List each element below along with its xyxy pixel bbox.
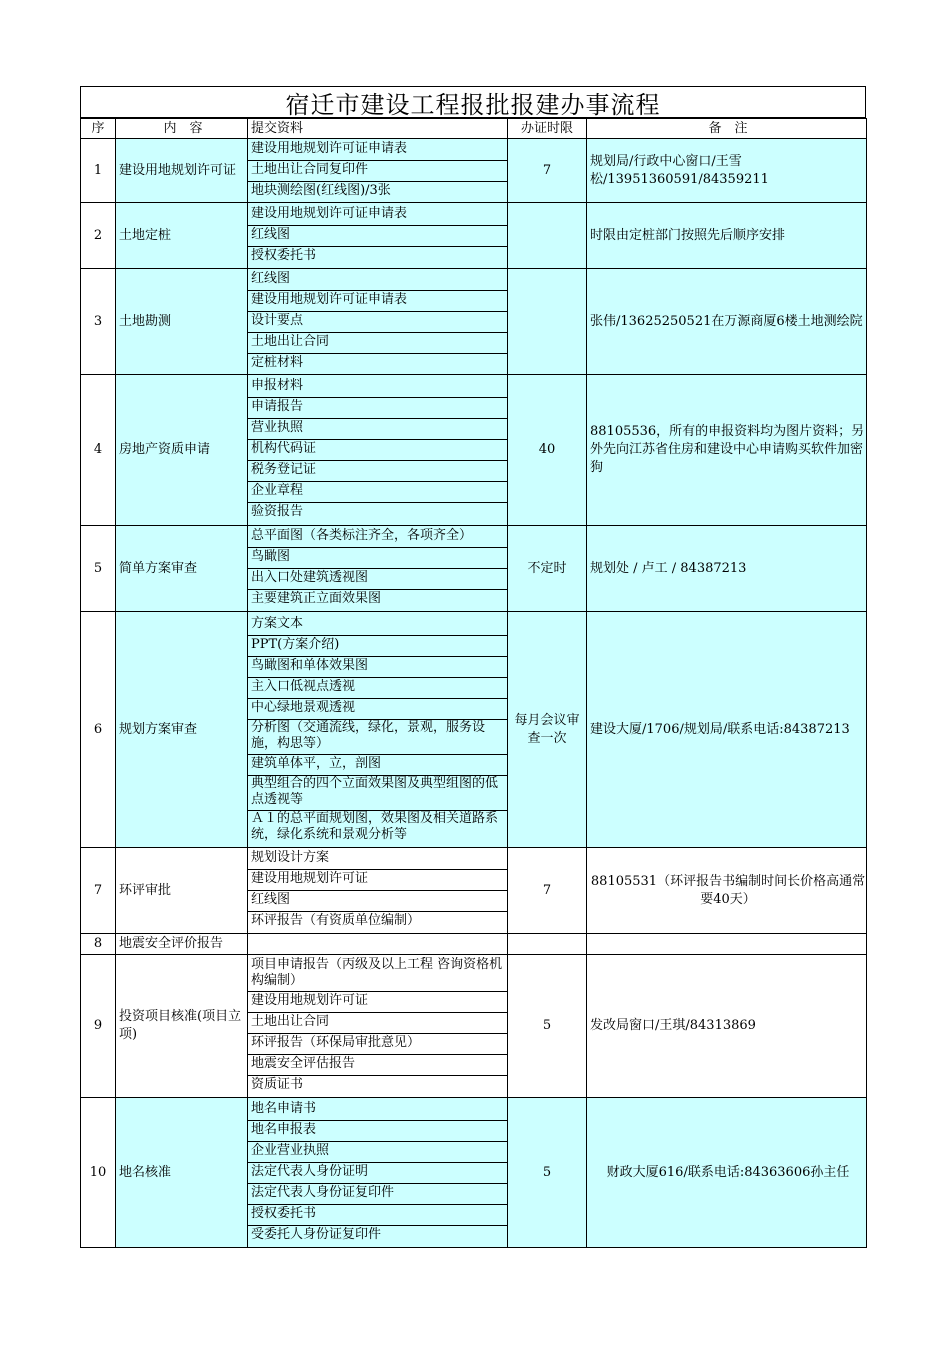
- material-item: Ａ１的总平面规划图，效果图及相关道路系统，绿化系统和景观分析等: [251, 810, 499, 842]
- table-row: [81, 612, 867, 848]
- material-item: 营业执照: [248, 419, 507, 440]
- row-seq: 5: [81, 526, 116, 612]
- row-time-limit: 5: [508, 955, 587, 1098]
- row-seq: 9: [81, 955, 116, 1098]
- materials-list: [248, 140, 507, 202]
- material-item: 定桩材料: [251, 354, 304, 370]
- row-content: 房地产资质申请: [116, 375, 248, 526]
- spreadsheet: [80, 86, 866, 1248]
- material-item: 典型组合的四个立面效果图及典型组图的低点透视等: [248, 776, 507, 811]
- table-row: [81, 269, 867, 375]
- material-item: 分析图（交通流线，绿化，景观，服务设施，构思等）: [248, 720, 507, 755]
- material-item: 地名申报表: [248, 1121, 507, 1142]
- header-time: 办证时限: [508, 119, 587, 139]
- material-item: 出入口处建筑透视图: [248, 569, 507, 590]
- header-seq: 序: [81, 119, 116, 139]
- table-row: [81, 526, 867, 612]
- row-materials: [248, 848, 508, 934]
- table-row: [81, 139, 867, 203]
- row-content: 土地勘测: [116, 269, 248, 375]
- material-item: 建设用地规划许可证申请表: [248, 291, 507, 312]
- material-item: 项目申请报告（丙级及以上工程 咨询资格机构编制）: [248, 957, 507, 992]
- row-time-limit: [508, 934, 587, 955]
- row-materials: [248, 269, 508, 375]
- row-time-limit: 5: [508, 1098, 587, 1248]
- row-seq: 3: [81, 269, 116, 375]
- row-content: 建设用地规划许可证: [116, 139, 248, 203]
- table-row: [81, 375, 867, 526]
- row-seq: 10: [81, 1098, 116, 1248]
- material-item: 法定代表人身份证明: [248, 1163, 507, 1184]
- row-time-limit: 每月会议审查一次: [508, 612, 587, 848]
- row-materials: [248, 203, 508, 269]
- table-row: [81, 848, 867, 934]
- header-note: 备 注: [587, 119, 867, 139]
- material-item: 建设用地规划许可证: [248, 870, 507, 891]
- row-time-limit: 7: [508, 848, 587, 934]
- row-content: 环评审批: [116, 848, 248, 934]
- materials-list: [248, 205, 507, 267]
- material-item: 地震安全评估报告: [248, 1055, 507, 1076]
- material-item: 企业营业执照: [248, 1142, 507, 1163]
- row-content: 简单方案审查: [116, 526, 248, 612]
- row-note: [587, 934, 867, 955]
- row-materials: [248, 1098, 508, 1248]
- material-item: 地块测绘图(红线图)/3张: [251, 182, 391, 198]
- material-item: 企业章程: [248, 482, 507, 503]
- material-item: 鸟瞰图和单体效果图: [248, 657, 507, 678]
- row-content: 投资项目核准(项目立项): [116, 955, 248, 1098]
- row-note: 张伟/13625250521在万源商厦6楼土地测绘院: [587, 269, 867, 375]
- row-time-limit: 不定时: [508, 526, 587, 612]
- material-item: 建设用地规划许可证申请表: [248, 140, 507, 161]
- row-seq: 8: [81, 934, 116, 955]
- header-content: 内 容: [116, 119, 248, 139]
- material-item: 土地出让合同: [248, 1013, 507, 1034]
- materials-list: [248, 527, 507, 610]
- material-item: 申报材料: [248, 377, 507, 398]
- material-item: 建设用地规划许可证申请表: [248, 205, 507, 226]
- material-item: 环评报告（有资质单位编制）: [251, 913, 421, 928]
- material-item: 红线图: [248, 891, 507, 912]
- row-content: 地震安全评价报告: [116, 934, 248, 955]
- material-item: 建设用地规划许可证: [248, 992, 507, 1013]
- material-item: 设计要点: [248, 312, 507, 333]
- table-row: [81, 203, 867, 269]
- row-materials: [248, 955, 508, 1098]
- row-note: 88105536，所有的申报资料均为图片资料；另外先向江苏省住房和建设中心申请购买软件加密狗: [587, 375, 867, 526]
- row-content: 地名核准: [116, 1098, 248, 1248]
- row-seq: 6: [81, 612, 116, 848]
- materials-list: [248, 957, 507, 1096]
- materials-list: [248, 270, 507, 374]
- material-item: 土地出让合同: [248, 333, 507, 354]
- row-materials: [248, 139, 508, 203]
- material-item: 法定代表人身份证复印件: [248, 1184, 507, 1205]
- materials-list: [248, 849, 507, 932]
- row-time-limit: 7: [508, 139, 587, 203]
- material-item: 建筑单体平，立，剖图: [248, 755, 507, 776]
- row-note: 发改局窗口/王琪/84313869: [587, 955, 867, 1098]
- material-item: 方案文本: [248, 615, 507, 636]
- material-item: 受委托人身份证复印件: [251, 1226, 382, 1242]
- row-content: 规划方案审查: [116, 612, 248, 848]
- row-materials: [248, 526, 508, 612]
- page-title: 宿迁市建设工程报批报建办事流程: [80, 86, 866, 118]
- row-note: 88105531（环评报告书编制时间长价格高通常要40天）: [587, 848, 867, 934]
- process-table: [80, 118, 867, 1248]
- material-item: 总平面图（各类标注齐全，各项齐全）: [248, 527, 507, 548]
- row-seq: 1: [81, 139, 116, 203]
- material-item: 地名申请书: [248, 1100, 507, 1121]
- material-item: 红线图: [248, 270, 507, 291]
- material-item: 机构代码证: [248, 440, 507, 461]
- material-item: 主入口低视点透视: [248, 678, 507, 699]
- header-materials: 提交资料: [248, 119, 508, 139]
- material-item: 中心绿地景观透视: [248, 699, 507, 720]
- table-header-row: [81, 119, 867, 139]
- row-note: 规划局/行政中心窗口/王雪松/13951360591/84359211: [587, 139, 867, 203]
- row-materials: [248, 612, 508, 848]
- materials-list: [248, 615, 507, 845]
- material-item: 规划设计方案: [248, 849, 507, 870]
- row-time-limit: [508, 269, 587, 375]
- material-item: 税务登记证: [248, 461, 507, 482]
- row-note: 建设大厦/1706/规划局/联系电话:84387213: [587, 612, 867, 848]
- material-item: PPT(方案介绍): [248, 636, 507, 657]
- material-item: 授权委托书: [251, 247, 317, 263]
- row-seq: 2: [81, 203, 116, 269]
- material-item: 鸟瞰图: [248, 548, 507, 569]
- row-time-limit: 40: [508, 375, 587, 526]
- material-item: 土地出让合同复印件: [248, 161, 507, 182]
- row-time-limit: [508, 203, 587, 269]
- material-item: 红线图: [248, 226, 507, 247]
- row-seq: 4: [81, 375, 116, 526]
- table-row: [81, 955, 867, 1098]
- material-item: 环评报告（环保局审批意见）: [248, 1034, 507, 1055]
- row-note: 规划处 / 卢工 / 84387213: [587, 526, 867, 612]
- row-materials: [248, 375, 508, 526]
- row-seq: 7: [81, 848, 116, 934]
- material-item: 资质证书: [251, 1076, 304, 1092]
- table-row: [81, 1098, 867, 1248]
- materials-list: [248, 377, 507, 523]
- row-note: 时限由定桩部门按照先后顺序安排: [587, 203, 867, 269]
- material-item: 主要建筑正立面效果图: [251, 591, 382, 606]
- material-item: 授权委托书: [248, 1205, 507, 1226]
- row-note: 财政大厦616/联系电话:84363606孙主任: [587, 1098, 867, 1248]
- row-materials: [248, 934, 508, 955]
- table-row: [81, 934, 867, 955]
- row-content: 土地定桩: [116, 203, 248, 269]
- materials-list: [248, 1100, 507, 1246]
- material-item: 申请报告: [248, 398, 507, 419]
- material-item: 验资报告: [251, 504, 304, 519]
